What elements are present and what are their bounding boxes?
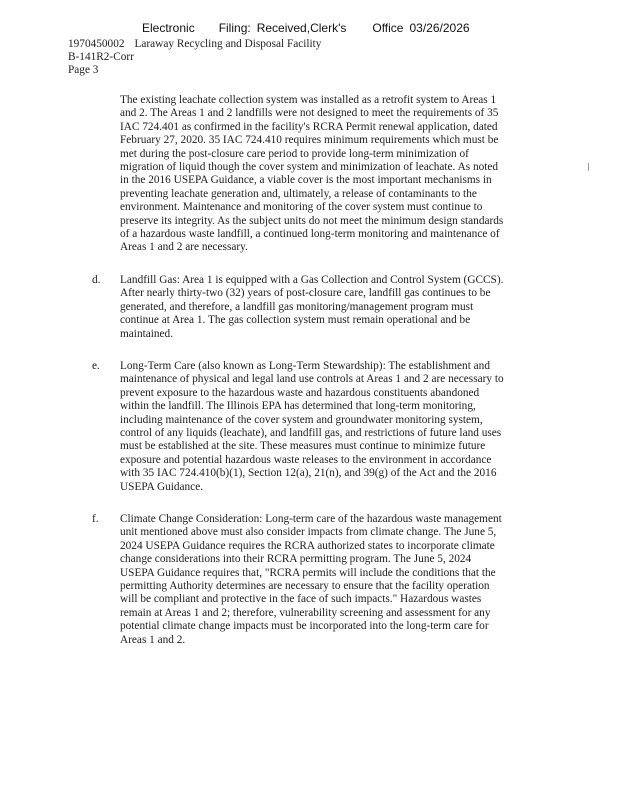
stamp-office: Office [372,21,404,35]
text-line: prevent exposure to the hazardous waste and hazardous constituents abandoned [120,386,480,399]
text-line: met during the post-closure care period to provide long-term minimization of [120,147,469,160]
text-line: IAC 724.401 as confirmed in the facility's RCRA Permit renewal application, dated [120,120,498,133]
text-line: must be established at the site. These measures must continue to minimize future [120,440,486,453]
text-line: and 2. The Areas 1 and 2 landfills were not designed to meet the requirements of 35 [120,107,499,120]
stamp-received: Received,Clerk's [256,21,347,35]
list-marker: e. [92,360,100,372]
text-line: control of any liquids (leachate), and landfill gas, and restrictions of future land uses [120,427,502,440]
text-line: Areas 1 and 2. [120,633,186,646]
text-line: within the landfill. The Illinois EPA has determined that long-term monitoring, [120,400,476,413]
scan-artifact [588,163,589,171]
header-log-number: B-141R2-Corr [68,51,134,63]
facility-id: 1970450002 [68,38,125,50]
text-line: After nearly thirty-two (32) years of post-closure care, landfill gas continues to be [120,287,491,300]
text-line: USEPA Guidance. [120,480,204,493]
filing-stamp [142,21,470,35]
text-line: preserve its integrity. As the subject units do not meet the minimum design standards [120,214,504,227]
text-line: maintained. [120,327,174,340]
item-paragraph [120,360,540,494]
text-line: exposure and potential hazardous waste releases to the environment in accordance [120,453,492,466]
text-line: The existing leachate collection system was installed as a retrofit system to Areas 1 [120,94,497,106]
text-line: February 27, 2020. 35 IAC 724.410 requires minimum requirements which must be [120,134,499,147]
list-marker: f. [92,513,99,525]
text-line: Areas 1 and 2 are necessary. [120,241,248,254]
text-line: Long-Term Care (also known as Long-Term Stewardship): The establishment and [120,360,490,372]
list-marker: d. [92,274,101,286]
text-line: including maintenance of the cover system and groundwater monitoring system, [120,413,483,426]
text-line: Climate Change Consideration: Long-term care of the hazardous waste management [120,513,502,525]
item-paragraph [120,513,540,647]
header-page-number: Page 3 [68,64,99,76]
text-line: continue at Area 1. The gas collection system must remain operational and be [120,314,471,327]
text-line: in the 2016 USEPA Guidance, a viable cover is the most important mechanisms in [120,174,492,187]
text-line: potential climate change impacts must be incorporated into the long-term care for [120,620,489,633]
text-line: with 35 IAC 724.410(b)(1), Section 12(a), 21(n), and 39(g) of the Act and the 2016 [120,467,497,480]
facility-name: Laraway Recycling and Disposal Facility [134,38,322,50]
header-facility-line [68,38,321,50]
text-line: will be compliant and protective in the face of such impacts." Hazardous wastes [120,593,482,606]
text-line: migration of liquid though the cover system and minimization of leachate. As noted [120,161,499,174]
text-line: generated, and therefore, a landfill gas monitoring/management program must [120,300,474,313]
text-line: environment. Maintenance and monitoring of the cover system must continue to [120,201,483,214]
intro-paragraph [120,94,540,255]
text-line: 2024 USEPA Guidance requires the RCRA authorized states to incorporate climate [120,539,495,552]
stamp-date: 03/26/2026 [409,21,470,35]
text-line: maintenance of physical and legal land use controls at Areas 1 and 2 are necessary to [120,373,504,386]
text-line: Landfill Gas: Area 1 is equipped with a Gas Collection and Control System (GCCS). [120,274,504,286]
text-line: preventing leachate generation and, ultimately, a release of contaminants to the [120,187,477,200]
item-paragraph [120,274,540,341]
text-line: USEPA Guidance requires that, "RCRA permits will include the conditions that the [120,566,496,579]
text-line: of a hazardous waste landfill, a continued long-term monitoring and maintenance of [120,228,500,241]
text-line: unit mentioned above must also consider impacts from climate change. The June 5, [120,526,497,539]
text-line: change considerations into their RCRA permitting program. The June 5, 2024 [120,553,472,566]
stamp-filing: Filing: [218,21,251,35]
text-line: permitting Authority determines are necessary to ensure that the facility operation [120,580,490,593]
stamp-electronic: Electronic [142,21,195,35]
text-line: remain at Areas 1 and 2; therefore, vulnerability screening and assessment for any [120,606,491,619]
